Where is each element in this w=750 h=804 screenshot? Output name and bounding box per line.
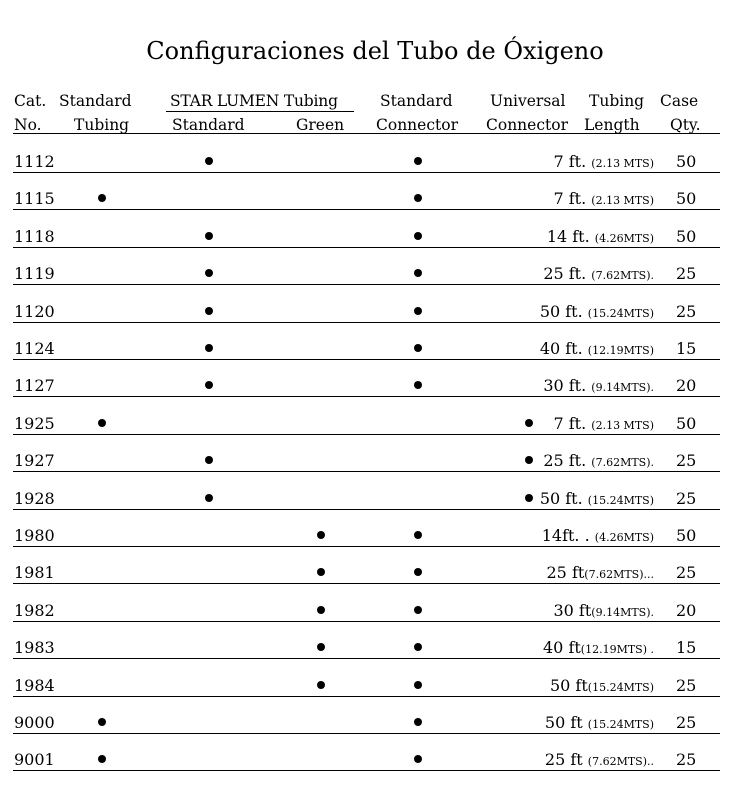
header-std-conn-bottom: Connector <box>376 116 458 134</box>
length-metric: (15.24MTS) <box>587 306 654 320</box>
length-feet: 25 ft. <box>543 264 592 284</box>
star-green-bullet-icon <box>317 568 325 576</box>
length-feet: 30 ft <box>553 600 592 620</box>
table-row <box>0 555 750 592</box>
star-standard-bullet-icon <box>205 381 213 389</box>
row-underline <box>13 396 720 397</box>
case-qty: 25 <box>676 750 697 770</box>
cat-number: 1115 <box>14 189 55 209</box>
cat-number: 1982 <box>14 600 55 620</box>
length-feet: 30 ft. <box>543 376 592 396</box>
std-conn-bullet-icon <box>414 307 422 315</box>
cat-number: 1928 <box>14 488 55 508</box>
cat-number: 1925 <box>14 413 55 433</box>
length-metric: (15.24MTS) <box>587 493 654 507</box>
tubing-length <box>543 264 654 286</box>
table-row <box>0 181 750 218</box>
tubing-length <box>540 489 654 511</box>
star-standard-bullet-icon <box>205 344 213 352</box>
tubing-length <box>550 676 654 698</box>
tubing-length <box>547 563 655 585</box>
row-underline <box>13 172 720 173</box>
row-underline <box>13 471 720 472</box>
length-metric: (7.62MTS). <box>591 456 654 470</box>
tubing-length <box>545 713 654 735</box>
star-green-bullet-icon <box>317 643 325 651</box>
length-feet: 7 ft. <box>553 189 592 209</box>
std-conn-bullet-icon <box>414 269 422 277</box>
length-metric: (2.13 MTS) <box>591 157 654 170</box>
cat-number: 1124 <box>14 339 55 358</box>
header-star-green: Green <box>296 116 345 134</box>
case-qty: 20 <box>676 600 697 620</box>
cat-number: 1927 <box>14 451 55 471</box>
length-feet: 25 ft <box>544 750 588 770</box>
std-tubing-bullet-icon <box>98 718 106 726</box>
std-conn-bullet-icon <box>414 681 422 689</box>
table-row <box>0 256 750 293</box>
star-standard-bullet-icon <box>205 232 213 240</box>
tubing-length <box>547 227 654 249</box>
row-underline <box>13 434 720 435</box>
cat-number: 1981 <box>14 563 55 583</box>
star-standard-bullet-icon <box>205 456 213 464</box>
length-metric: (9.14MTS). <box>591 605 654 619</box>
length-metric: (12.19MTS) <box>587 344 654 357</box>
header-cat-bottom: No. <box>14 116 42 134</box>
case-qty: 50 <box>676 526 697 545</box>
length-feet: 40 ft <box>543 638 581 658</box>
star-green-bullet-icon <box>317 681 325 689</box>
star-green-bullet-icon <box>317 606 325 614</box>
case-qty: 25 <box>676 451 697 471</box>
std-conn-bullet-icon <box>414 568 422 576</box>
table-row <box>0 331 750 368</box>
length-metric: (9.14MTS). <box>591 381 654 395</box>
row-underline <box>13 546 720 547</box>
case-qty: 25 <box>676 563 697 583</box>
std-conn-bullet-icon <box>414 531 422 539</box>
length-feet: 50 ft. <box>539 301 588 321</box>
case-qty: 50 <box>676 226 697 246</box>
tubing-length <box>540 339 654 361</box>
cat-number: 1127 <box>14 376 55 396</box>
header-std-tubing-bottom: Tubing <box>74 116 130 134</box>
header-qty-top: Case <box>660 92 699 110</box>
star-standard-bullet-icon <box>205 307 213 315</box>
std-conn-bullet-icon <box>414 643 422 651</box>
header-std-tubing-top: Standard <box>59 92 132 110</box>
tubing-length <box>553 152 654 174</box>
cat-number: 1118 <box>14 226 55 246</box>
row-underline <box>13 247 720 248</box>
header-std-conn-top: Standard <box>380 92 453 110</box>
length-feet: 14ft. . <box>541 526 595 545</box>
header-length-bottom: Length <box>584 116 640 134</box>
page-title: Configuraciones del Tubo de Óxigeno <box>146 37 604 65</box>
length-feet: 7 ft. <box>553 413 592 433</box>
case-qty: 25 <box>676 264 697 284</box>
row-underline <box>13 696 720 697</box>
header-univ-conn-bottom: Connector <box>486 116 568 134</box>
row-underline <box>13 583 720 584</box>
row-underline <box>13 284 720 285</box>
table-row <box>0 630 750 667</box>
tubing-length <box>545 750 654 772</box>
length-feet: 25 ft. <box>543 451 592 471</box>
row-underline <box>13 621 720 622</box>
univ-conn-bullet-icon <box>525 494 533 502</box>
length-metric: (7.62MTS). <box>591 269 654 283</box>
row-underline <box>13 658 720 659</box>
table-row <box>0 406 750 443</box>
case-qty: 25 <box>676 488 697 508</box>
tubing-length <box>553 189 654 211</box>
tubing-length <box>543 376 654 398</box>
header-univ-conn-top: Universal <box>490 92 566 110</box>
tubing-length <box>543 451 654 473</box>
header-underline <box>13 133 720 134</box>
row-underline <box>13 733 720 734</box>
table-row <box>0 144 750 181</box>
length-feet: 40 ft. <box>539 339 588 358</box>
cat-number: 9000 <box>14 713 55 732</box>
star-standard-bullet-icon <box>205 157 213 165</box>
table-row <box>0 518 750 555</box>
case-qty: 15 <box>676 638 697 658</box>
length-feet: 25 ft <box>546 563 585 583</box>
std-conn-bullet-icon <box>414 194 422 202</box>
length-feet: 7 ft. <box>553 152 592 171</box>
length-metric: (7.62MTS).. <box>587 755 654 769</box>
header-cat-top: Cat. <box>14 92 47 110</box>
length-metric: (15.24MTS) <box>587 718 654 731</box>
table-row <box>0 294 750 331</box>
cat-number: 1112 <box>14 152 55 171</box>
length-metric: (12.19MTS) . <box>580 643 654 657</box>
std-tubing-bullet-icon <box>98 194 106 202</box>
case-qty: 25 <box>676 713 697 732</box>
row-underline <box>13 209 720 210</box>
std-conn-bullet-icon <box>414 755 422 763</box>
std-conn-bullet-icon <box>414 157 422 165</box>
star-lumen-underline <box>166 111 354 112</box>
row-underline <box>13 359 720 360</box>
case-qty: 25 <box>676 301 697 321</box>
table-row <box>0 705 750 742</box>
row-underline <box>13 770 720 771</box>
case-qty: 20 <box>676 376 697 396</box>
length-feet: 50 ft <box>549 675 588 695</box>
case-qty: 50 <box>676 152 697 171</box>
std-tubing-bullet-icon <box>98 419 106 427</box>
table-row <box>0 443 750 480</box>
cat-number: 1980 <box>14 526 55 545</box>
std-conn-bullet-icon <box>414 381 422 389</box>
header-length-top: Tubing <box>589 92 645 110</box>
length-feet: 50 ft. <box>539 488 588 508</box>
header-star-lumen: STAR LUMEN Tubing <box>170 92 338 110</box>
star-standard-bullet-icon <box>205 269 213 277</box>
row-underline <box>13 322 720 323</box>
std-tubing-bullet-icon <box>98 755 106 763</box>
length-metric: (15.24MTS) <box>587 680 654 694</box>
case-qty: 50 <box>676 413 697 433</box>
length-metric: (2.13 MTS) <box>591 418 654 432</box>
case-qty: 15 <box>676 339 697 358</box>
length-metric: (4.26MTS) <box>594 231 654 245</box>
table-row <box>0 668 750 705</box>
star-standard-bullet-icon <box>205 494 213 502</box>
case-qty: 50 <box>676 189 697 209</box>
table-row <box>0 219 750 256</box>
table-row <box>0 593 750 630</box>
cat-number: 1984 <box>14 675 55 695</box>
univ-conn-bullet-icon <box>525 456 533 464</box>
std-conn-bullet-icon <box>414 718 422 726</box>
header-qty-bottom: Qty. <box>670 116 701 134</box>
cat-number: 9001 <box>14 750 55 770</box>
cat-number: 1120 <box>14 301 55 321</box>
header-star-standard: Standard <box>172 116 245 134</box>
table-row <box>0 368 750 405</box>
std-conn-bullet-icon <box>414 606 422 614</box>
star-green-bullet-icon <box>317 531 325 539</box>
cat-number: 1983 <box>14 638 55 658</box>
table-row <box>0 481 750 518</box>
tubing-length <box>553 601 654 623</box>
tubing-length <box>553 414 654 436</box>
case-qty: 25 <box>676 675 697 695</box>
std-conn-bullet-icon <box>414 344 422 352</box>
length-metric: (4.26MTS) <box>594 531 654 544</box>
univ-conn-bullet-icon <box>525 419 533 427</box>
std-conn-bullet-icon <box>414 232 422 240</box>
length-metric: (7.62MTS)... <box>584 568 654 582</box>
length-metric: (2.13 MTS) <box>591 194 654 208</box>
table-row <box>0 742 750 779</box>
tubing-length <box>540 302 654 324</box>
tubing-length <box>543 638 654 660</box>
length-feet: 14 ft. <box>546 226 595 246</box>
cat-number: 1119 <box>14 264 55 284</box>
length-feet: 50 ft <box>544 713 588 732</box>
tubing-length <box>542 526 654 548</box>
row-underline <box>13 509 720 510</box>
